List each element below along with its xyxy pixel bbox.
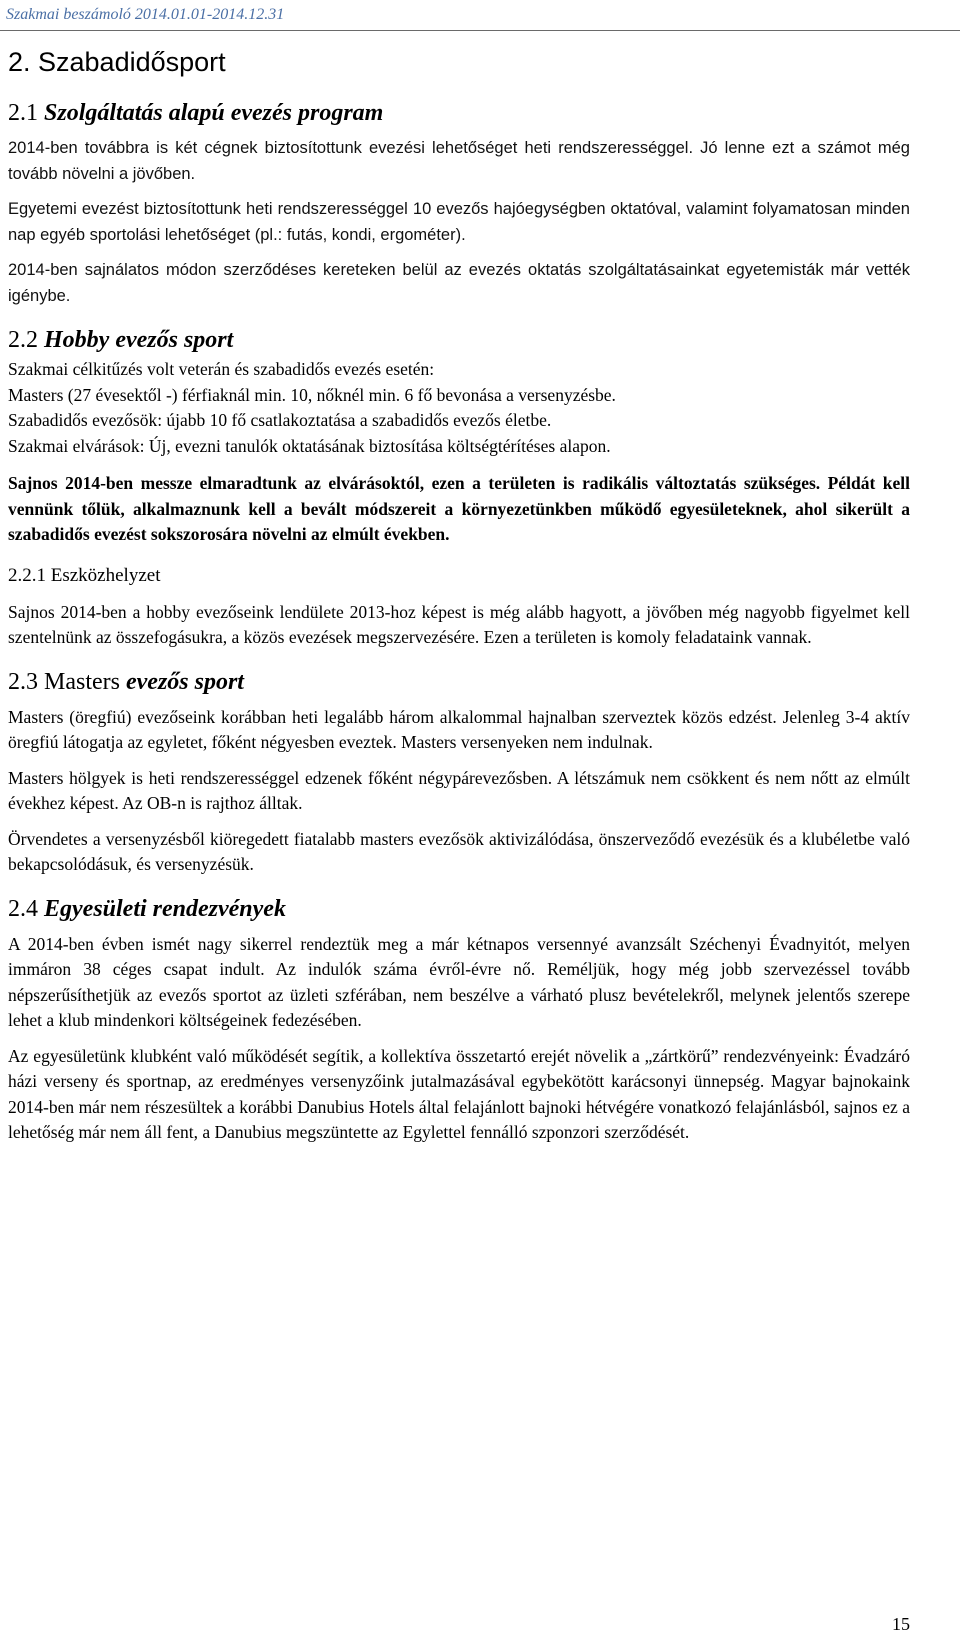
page-number: 15 xyxy=(892,1614,910,1634)
section-title-italic: evezős sport xyxy=(125,668,244,695)
paragraph: Az egyesületünk klubként való működését segítik, a kollektíva összetartó erejét növelik a „zártkörű” rendezvényeink: Évadzáró házi verseny és sportnap, az eredményes versenyzőink jutalmazásával egybekötött karácsonyi ünnepség. Magyar bajnokaink 2014-ben már nem részesültek a korábbi Danubius Hotels által felajánlott bajnoki hétvégére vonatkozó felajánlásból, sajnos ez a lehetőség már nem áll fent, a Danubius megszüntette az Egylettel fennálló szponzori szerződését. xyxy=(8,1045,910,1142)
paragraph: A 2014-ben évben ismét nagy sikerrel rendeztük meg a már kétnapos versennyé avanzsált Széchenyi Évadnyitót, melyen immáron 38 céges csapat indult. Az indulók száma évről-évre nő. Reméljük, hogy még jobb szervezéssel tovább népszerűsíthetjük az evezős sportot az üzleti szférában, nem beszélve a várható plusz bevételekről, melynek jelentős szerepe lehet a klub mindenkori költségeinek fedezésében. xyxy=(8,933,910,1030)
paragraph: Masters (öregfiú) evezőseink korábban heti legalább három alkalommal hajnalban szerveztek közös edzést. Jelenleg 3-4 aktív öregfiú látogatja az egyletet, főként négyesben eveztek. Masters versenyeken nem indulnak. xyxy=(8,706,910,752)
section-number: 2.3 xyxy=(8,668,38,695)
paragraph: Örvendetes a versenyzésből kiöregedett fiatalabb masters evezősök aktivizálódása, önszerveződő evezésük és a klubéletbe való bekapcsolódásuk, és versenyzésük. xyxy=(8,828,910,874)
section-2-2-heading xyxy=(8,323,910,357)
section-number: 2.4 xyxy=(8,895,38,922)
goal-line: Szabadidős evezősök: újabb 10 fő csatlakoztatása a szabadidős evezős életbe. xyxy=(8,410,552,430)
section-title-plain: Masters xyxy=(44,668,120,695)
section-2-1-heading xyxy=(8,96,910,130)
running-header: Szakmai beszámoló 2014.01.01-2014.12.31 xyxy=(6,6,285,23)
section-title: Eszközhelyzet xyxy=(50,564,161,586)
paragraph: Masters hölgyek is heti rendszerességgel edzenek főként négypárevezősben. A létszámuk nem csökkent és nem nőtt az elmúlt évekhez képest. Az OB-n is rajthoz álltak. xyxy=(8,767,910,813)
section-title: Szolgáltatás alapú evezés program xyxy=(44,100,384,126)
chapter-title: 2. Szabadidősport xyxy=(8,47,226,77)
section-2-2-1-heading xyxy=(8,562,910,590)
section-number: 2.2.1 xyxy=(8,564,46,586)
header-rule xyxy=(0,30,960,31)
paragraph: 2014-ben sajnálatos módon szerződéses kereteken belül az evezés oktatás szolgáltatásainkat egyetemisták már vették igénybe. xyxy=(8,261,910,305)
paragraph: 2014-ben továbbra is két cégnek biztosítottunk evezési lehetőséget heti rendszerességgel. Jó lenne ezt a számot még tovább növelni a jövőben. xyxy=(8,139,910,183)
document-body xyxy=(8,42,910,1156)
section-number: 2.1 xyxy=(8,100,38,126)
paragraph: Sajnos 2014-ben a hobby evezőseink lendülete 2013-hoz képest is még alább hagyott, a jövőben még nagyobb figyelmet kell szentelnünk az összefogásukra, a közös evezések megszervezésére. Ezen a területen is komoly feladataink vannak. xyxy=(8,601,910,647)
section-2-4-heading xyxy=(8,892,910,926)
goal-line: Szakmai célkitűzés volt veterán és szabadidős evezés esetén: xyxy=(8,359,435,379)
goal-line: Szakmai elvárások: Új, evezni tanulók oktatásának biztosítása költségtérítéses alapon. xyxy=(8,435,611,456)
paragraph: Egyetemi evezést biztosítottunk heti rendszerességgel 10 evezős hajóegységben oktatóval, valamint folyamatosan minden nap egyéb sportolási lehetőséget (pl.: futás, kondi, ergométer). xyxy=(8,200,910,244)
section-2-3-heading xyxy=(8,665,910,699)
section-title: Egyesületi rendezvények xyxy=(44,895,286,922)
bold-paragraph: Sajnos 2014-ben messze elmaradtunk az elvárásoktól, ezen a területen is radikális változtatás szükséges. Példát kell vennünk tőlük, alkalmaznunk kell a bevált módszereit a környezetünkben működő egyesületeknek, ahol sikerült a szabadidős evezést sokszorosára növelni az elmúlt években. xyxy=(8,473,910,544)
section-title: Hobby evezős sport xyxy=(44,327,234,353)
goal-line: Masters (27 évesektől -) férfiaknál min. 10, nőknél min. 6 fő bevonása a versenyzésbe. xyxy=(8,384,616,405)
section-number: 2.2 xyxy=(8,327,38,353)
